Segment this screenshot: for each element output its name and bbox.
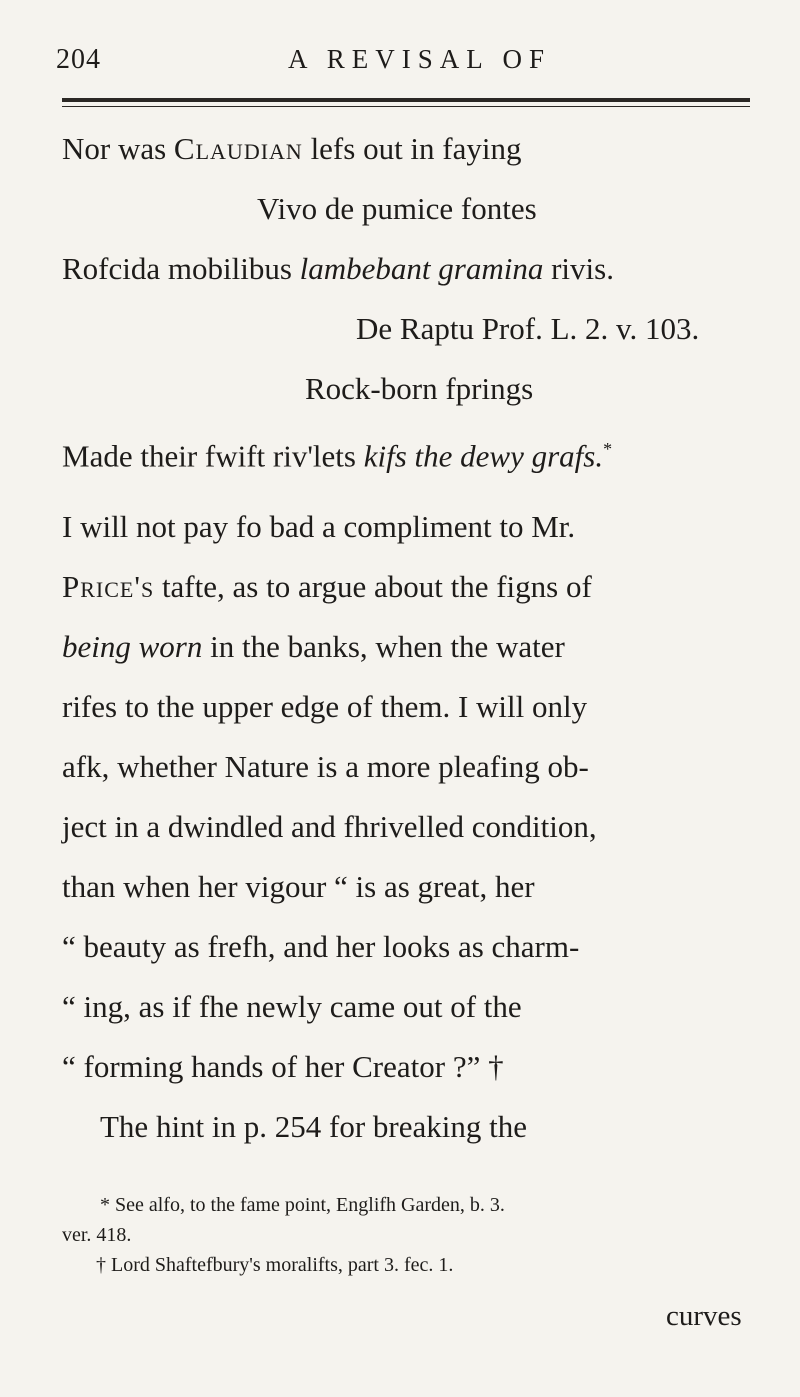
header-rule-thin xyxy=(62,106,750,107)
page-header xyxy=(56,44,756,84)
citation-line: De Raptu Prof. L. 2. v. 103. xyxy=(356,311,700,346)
text-line: “ forming hands of her Creator ?” † xyxy=(62,1049,504,1084)
footnote: * See alfo, to the fame point, Englifh Garden, b. 3. xyxy=(100,1194,505,1216)
author-name: Price's xyxy=(62,569,155,604)
header-rule-thick xyxy=(62,98,750,102)
text-line: “ ing, as if fhe newly came out of the xyxy=(62,989,522,1024)
verse-line: Rock-born fprings xyxy=(305,371,534,406)
running-title: A REVISAL OF xyxy=(288,44,552,74)
text-line: Nor was Claudian lefs out in faying xyxy=(62,131,522,166)
text-line: afk, whether Nature is a more pleafing ob- xyxy=(62,749,589,784)
page-number: 204 xyxy=(56,44,101,75)
text-line: ject in a dwindled and fhrivelled condition, xyxy=(62,809,597,844)
text-line: I will not pay fo bad a compliment to Mr. xyxy=(62,509,576,544)
text-line: Price's tafte, as to argue about the figns of xyxy=(62,569,592,604)
author-name: Claudian xyxy=(173,131,303,166)
text-line: than when her vigour “ is as great, her xyxy=(62,869,535,904)
footnote: † Lord Shaftefbury's moralifts, part 3. fec. 1. xyxy=(96,1254,454,1276)
text-line: being worn in the banks, when the water xyxy=(62,629,565,664)
text-line: “ beauty as frefh, and her looks as charm- xyxy=(62,929,580,964)
text-line: The hint in p. 254 for breaking the xyxy=(100,1109,528,1144)
verse-line: Rofcida mobilibus lambebant gramina rivis. xyxy=(62,251,614,286)
text-line: rifes to the upper edge of them. I will only xyxy=(62,689,588,724)
catchword: curves xyxy=(666,1300,742,1332)
verse-line: Vivo de pumice fontes xyxy=(257,191,537,226)
verse-line: Made their fwift riv'lets kifs the dewy grafs.* xyxy=(62,438,613,474)
footnote: ver. 418. xyxy=(62,1224,132,1246)
